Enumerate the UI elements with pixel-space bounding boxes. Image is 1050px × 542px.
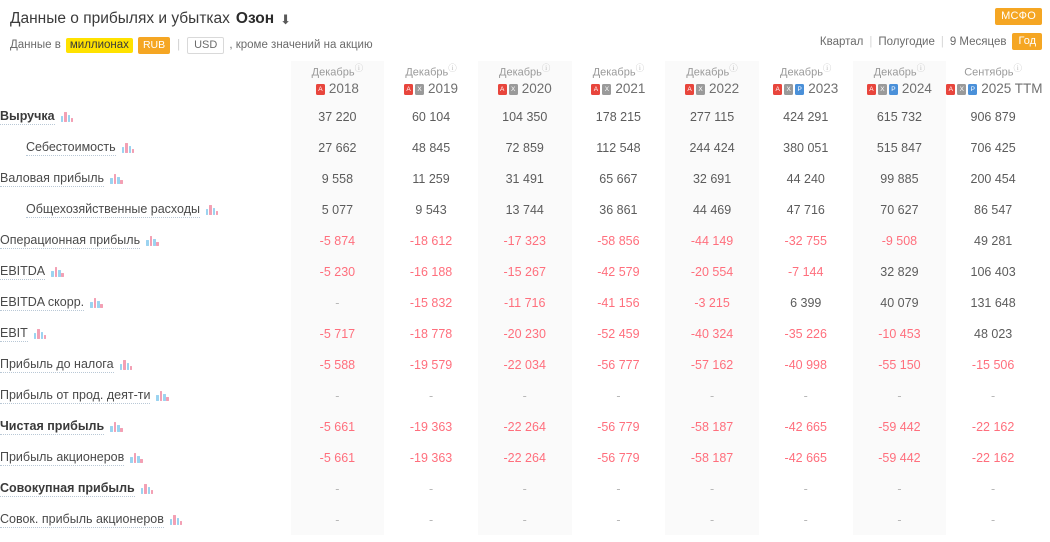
table-header-label-cell <box>0 61 291 101</box>
column-month-label: Декабрьⓘ <box>311 63 364 79</box>
table-cell: 6 399 <box>790 295 822 310</box>
table-cell: 31 491 <box>478 163 572 194</box>
table-cell: 44 240 <box>786 171 825 186</box>
table-cell: -20 554 <box>665 256 759 287</box>
table-cell: - <box>991 512 996 527</box>
table-row <box>0 473 1040 504</box>
column-month-label: Декабрьⓘ <box>780 63 832 79</box>
bar-chart-icon[interactable] <box>170 514 182 525</box>
table-cell: 131 648 <box>970 295 1016 310</box>
column-year-row <box>759 80 853 97</box>
bar-chart-icon[interactable] <box>110 421 122 432</box>
row-label-inner <box>0 357 132 373</box>
document-icons[interactable] <box>946 84 977 95</box>
table-cell: 706 425 <box>970 140 1016 155</box>
pdf-icon[interactable]: A <box>498 84 507 95</box>
column-year-label: 2025 TTM <box>981 81 1043 96</box>
row-label-inner <box>0 264 63 280</box>
column-year-label: 2018 <box>328 81 359 96</box>
table-cell: 178 215 <box>595 109 641 124</box>
table-cell: -19 579 <box>409 357 453 372</box>
document-icons[interactable] <box>591 84 611 95</box>
column-year-row <box>478 80 572 97</box>
table-cell: -5 661 <box>291 411 385 442</box>
row-label-text[interactable]: EBIT <box>0 325 28 340</box>
row-label-text[interactable]: EBITDA скорр. <box>0 294 85 309</box>
bar-chart-icon[interactable] <box>51 266 63 277</box>
row-label-text[interactable]: Валовая прибыль <box>0 170 105 185</box>
column-month-label: Декабрьⓘ <box>686 63 738 79</box>
column-year-label: 2024 <box>901 81 932 96</box>
document-icons[interactable] <box>685 84 705 95</box>
row-label-inner <box>0 295 102 311</box>
table-cell: 49 281 <box>974 233 1013 248</box>
bar-chart-icon[interactable] <box>120 359 132 370</box>
row-label-inner <box>0 481 153 497</box>
table-cell: -9 508 <box>853 225 947 256</box>
bar-chart-icon[interactable] <box>130 452 142 463</box>
excel-icon[interactable]: X <box>602 84 611 95</box>
table-cell: 5 077 <box>291 194 385 225</box>
table-cell: - <box>478 473 572 504</box>
table-cell: -10 453 <box>853 318 947 349</box>
row-label-inner <box>0 512 182 528</box>
table-cell: 47 716 <box>786 202 825 217</box>
pdf-icon[interactable]: A <box>946 84 955 95</box>
row-label-text[interactable]: Себестоимость <box>26 139 116 154</box>
table-cell: -40 324 <box>665 318 759 349</box>
pdf-icon[interactable]: A <box>404 84 413 95</box>
table-cell: -59 442 <box>853 411 947 442</box>
table-cell: -7 144 <box>788 264 824 279</box>
table-cell: 9 543 <box>415 202 447 217</box>
column-month-label: Декабрьⓘ <box>873 63 926 79</box>
table-cell: -41 156 <box>597 295 640 310</box>
table-cell: -19 363 <box>409 419 453 434</box>
period-half-year[interactable]: Полугодие <box>878 35 935 48</box>
table-cell: -56 779 <box>597 419 640 434</box>
table-cell: - <box>853 380 947 411</box>
row-label-cell[interactable] <box>0 504 291 535</box>
table-column-header-2025-ttm[interactable] <box>946 61 1043 101</box>
column-year-row <box>291 80 385 97</box>
bar-chart-icon[interactable] <box>34 328 46 339</box>
table-cell: - <box>291 504 385 535</box>
page-title: Данные о прибылях и убытках <box>10 10 230 27</box>
table-row <box>0 256 1040 287</box>
table-cell: 72 859 <box>478 132 572 163</box>
table-cell: -22 264 <box>478 442 572 473</box>
table-cell: 48 023 <box>974 326 1013 341</box>
table-row <box>0 380 1040 411</box>
table-cell: 13 744 <box>478 194 572 225</box>
row-label-text[interactable]: Операционная прибыль <box>0 232 141 247</box>
table-cell: 106 403 <box>970 264 1016 279</box>
table-cell: -15 267 <box>478 256 572 287</box>
bar-chart-icon[interactable] <box>90 297 102 308</box>
column-year-row <box>665 80 759 97</box>
table-cell: - <box>478 504 572 535</box>
table-cell: 906 879 <box>970 109 1016 124</box>
table-cell: -20 230 <box>478 318 572 349</box>
table-cell: -18 612 <box>409 233 453 248</box>
pdf-icon[interactable]: A <box>316 84 325 95</box>
column-month-label: Декабрьⓘ <box>405 63 457 79</box>
excel-icon[interactable]: X <box>957 84 966 95</box>
table-cell: -5 588 <box>291 349 385 380</box>
row-label-inner <box>0 450 142 466</box>
table-row <box>0 101 1040 132</box>
column-year-row <box>853 80 947 97</box>
table-cell: - <box>665 504 759 535</box>
table-cell: -40 998 <box>784 357 827 372</box>
table-cell: -18 778 <box>409 326 453 341</box>
table-cell: -16 188 <box>409 264 453 279</box>
info-icon[interactable]: ⓘ <box>635 63 645 74</box>
financial-table <box>0 61 1043 535</box>
row-label-inner <box>0 233 158 249</box>
table-row <box>0 132 1040 163</box>
page-header <box>0 0 1050 53</box>
row-label-cell[interactable] <box>0 163 291 194</box>
table-cell: 32 691 <box>665 163 759 194</box>
info-icon[interactable]: ⓘ <box>916 63 926 74</box>
table-cell: -59 442 <box>853 442 947 473</box>
pdf-icon[interactable]: A <box>685 84 694 95</box>
table-cell: 615 732 <box>853 101 947 132</box>
table-cell: - <box>428 388 434 403</box>
table-cell: 200 454 <box>970 171 1016 186</box>
row-label-text[interactable]: Прибыль акционеров <box>0 449 125 464</box>
table-cell: - <box>803 512 808 527</box>
table-cell: - <box>428 481 434 496</box>
period-nine-months[interactable]: 9 Месяцев <box>949 35 1007 48</box>
table-cell: -22 034 <box>478 349 572 380</box>
table-column-header-2024[interactable] <box>853 61 947 101</box>
powerpoint-icon[interactable]: P <box>795 84 804 95</box>
column-year-label: 2023 <box>808 81 839 96</box>
table-cell: 424 291 <box>783 109 829 124</box>
table-row <box>0 225 1040 256</box>
row-label-cell[interactable] <box>0 442 291 473</box>
download-icon[interactable]: ⬇ <box>280 11 292 27</box>
table-cell: - <box>478 380 572 411</box>
table-cell: - <box>291 287 385 318</box>
column-month-label: Декабрьⓘ <box>499 63 551 79</box>
table-cell: -35 226 <box>784 326 827 341</box>
column-month-label: Декабрьⓘ <box>592 63 645 79</box>
table-column-header-2023[interactable] <box>759 61 853 101</box>
row-label-text[interactable]: Совокупная прибыль <box>0 480 135 495</box>
table-cell: -52 459 <box>597 326 640 341</box>
table-cell: 104 350 <box>478 101 572 132</box>
table-row <box>0 504 1040 535</box>
table-column-header-2019[interactable] <box>384 61 478 101</box>
table-cell: - <box>665 473 759 504</box>
bar-chart-icon[interactable] <box>141 483 153 494</box>
table-row <box>0 194 1040 225</box>
row-label-inner <box>0 388 168 404</box>
table-header-row <box>0 61 1040 101</box>
document-icons[interactable] <box>404 84 424 95</box>
table-cell: -56 777 <box>597 357 640 372</box>
table-cell: - <box>616 388 621 403</box>
table-cell: 65 667 <box>599 171 638 186</box>
table-cell: -5 661 <box>291 442 385 473</box>
row-label-cell[interactable] <box>0 349 291 380</box>
bar-chart-icon[interactable] <box>110 173 122 184</box>
row-label-cell[interactable] <box>0 101 291 132</box>
excel-icon[interactable]: X <box>784 84 793 95</box>
bar-chart-icon[interactable] <box>156 390 168 401</box>
info-icon[interactable]: ⓘ <box>541 63 551 74</box>
info-icon[interactable]: ⓘ <box>822 63 832 74</box>
table-cell: 380 051 <box>783 140 829 155</box>
table-cell: -58 856 <box>597 233 640 248</box>
table-cell: -42 665 <box>784 450 827 465</box>
row-label-text[interactable]: Прибыль от прод. деят-ти <box>0 387 151 402</box>
row-label-cell[interactable] <box>0 256 291 287</box>
row-label-cell[interactable] <box>0 380 291 411</box>
table-cell: -55 150 <box>853 349 947 380</box>
column-year-row <box>384 80 478 97</box>
row-label-cell[interactable] <box>0 287 291 318</box>
table-cell: -57 162 <box>665 349 759 380</box>
row-label-text[interactable]: EBITDA <box>0 263 46 278</box>
table-cell: 32 829 <box>853 256 947 287</box>
table-column-header-2021[interactable] <box>572 61 666 101</box>
table-cell: -17 323 <box>478 225 572 256</box>
table-column-header-2020[interactable] <box>478 61 572 101</box>
table-cell: 48 845 <box>411 140 451 155</box>
period-separator-2: | <box>940 35 944 48</box>
table-cell: -58 187 <box>665 411 759 442</box>
column-year-row <box>572 80 666 97</box>
row-label-cell[interactable] <box>0 132 291 163</box>
table-row <box>0 411 1040 442</box>
company-ticker: Озон <box>235 10 275 27</box>
column-month-label: Сентябрьⓘ <box>964 63 1023 79</box>
info-icon[interactable]: ⓘ <box>1013 63 1023 74</box>
column-year-row <box>946 80 1043 97</box>
row-label-cell[interactable] <box>0 225 291 256</box>
row-label-inner <box>0 109 73 125</box>
table-cell: 244 424 <box>665 132 759 163</box>
table-cell: -22 264 <box>478 411 572 442</box>
table-cell: -11 716 <box>478 287 572 318</box>
title-row <box>10 8 1040 30</box>
row-label-inner <box>0 326 46 342</box>
excel-icon[interactable]: X <box>415 84 424 95</box>
period-quarter[interactable]: Квартал <box>819 35 864 48</box>
column-year-label: 2022 <box>709 81 740 96</box>
table-head <box>0 61 1043 101</box>
info-icon[interactable]: ⓘ <box>448 63 457 74</box>
table-cell: - <box>803 481 808 496</box>
row-label-cell[interactable] <box>0 411 291 442</box>
table-cell: - <box>616 481 621 496</box>
table-cell: 44 469 <box>665 194 759 225</box>
table-row <box>0 287 1040 318</box>
table-cell: -22 162 <box>971 419 1015 434</box>
info-icon[interactable]: ⓘ <box>354 63 364 74</box>
table-cell: -42 665 <box>784 419 827 434</box>
bar-chart-icon[interactable] <box>146 235 158 246</box>
row-label-text[interactable]: Выручка <box>0 108 55 123</box>
powerpoint-icon[interactable]: P <box>968 84 977 95</box>
excel-icon[interactable]: X <box>696 84 705 95</box>
units-suffix-label: , кроме значений на акцию <box>229 39 373 51</box>
document-icons[interactable] <box>498 84 518 95</box>
table-cell: 86 547 <box>974 202 1013 217</box>
pdf-icon[interactable]: A <box>591 84 600 95</box>
table-cell: - <box>291 380 385 411</box>
table-cell: 99 885 <box>853 163 947 194</box>
table-cell: - <box>665 380 759 411</box>
table-cell: 36 861 <box>599 202 638 217</box>
column-year-label: 2021 <box>615 81 646 96</box>
table-cell: - <box>291 473 385 504</box>
pdf-icon[interactable]: A <box>773 84 782 95</box>
table-cell: 515 847 <box>853 132 947 163</box>
table-cell: 60 104 <box>411 109 451 124</box>
table-column-header-2022[interactable] <box>665 61 759 101</box>
table-cell: 112 548 <box>596 140 641 155</box>
table-cell: - <box>991 388 996 403</box>
period-separator-1: | <box>869 35 873 48</box>
period-selector <box>820 33 1042 50</box>
table-cell: -19 363 <box>409 450 453 465</box>
table-row <box>0 318 1040 349</box>
excel-icon[interactable]: X <box>878 84 887 95</box>
row-label-cell[interactable] <box>0 194 291 225</box>
table-cell: - <box>803 388 808 403</box>
pdf-icon[interactable]: A <box>867 84 876 95</box>
table-cell: 37 220 <box>291 101 385 132</box>
row-label-cell[interactable] <box>0 318 291 349</box>
units-prefix-label: Данные в <box>10 39 61 51</box>
table-cell: 277 115 <box>665 101 759 132</box>
table-body <box>0 101 1040 535</box>
table-cell: -58 187 <box>665 442 759 473</box>
row-label-text[interactable]: Общехозяйственные расходы <box>26 201 200 216</box>
financial-table-wrapper <box>0 61 1050 535</box>
table-cell: -56 779 <box>597 450 640 465</box>
table-cell: -32 755 <box>784 233 827 248</box>
table-column-header-2018[interactable] <box>291 61 385 101</box>
row-label-text[interactable]: Чистая прибыль <box>0 418 105 433</box>
period-year[interactable]: Год <box>1012 33 1042 50</box>
row-label-inner <box>0 171 122 187</box>
bar-chart-icon[interactable] <box>122 142 134 153</box>
table-cell: -3 215 <box>665 287 759 318</box>
table-row <box>0 349 1040 380</box>
table-cell: -5 717 <box>291 318 385 349</box>
bar-chart-icon[interactable] <box>206 204 218 215</box>
table-cell: -44 149 <box>665 225 759 256</box>
row-label-cell[interactable] <box>0 473 291 504</box>
table-cell: 40 079 <box>853 287 947 318</box>
table-cell: - <box>853 504 947 535</box>
row-label-text[interactable]: Совок. прибыль акционеров <box>0 511 164 526</box>
table-cell: 11 259 <box>412 171 450 186</box>
row-label-inner <box>26 202 218 218</box>
table-cell: -42 579 <box>597 264 640 279</box>
row-label-inner <box>0 419 122 435</box>
ifrs-badge[interactable]: МСФО <box>995 8 1042 25</box>
table-row <box>0 442 1040 473</box>
row-label-inner <box>26 140 134 156</box>
powerpoint-icon[interactable]: P <box>889 84 898 95</box>
column-year-label: 2020 <box>521 81 552 96</box>
document-icons[interactable] <box>773 84 804 95</box>
table-cell: - <box>853 473 947 504</box>
table-cell: -5 874 <box>291 225 385 256</box>
table-cell: -22 162 <box>971 450 1015 465</box>
currency-rub-button[interactable]: RUB <box>138 37 170 54</box>
excel-icon[interactable]: X <box>509 84 518 95</box>
table-cell: 27 662 <box>291 132 385 163</box>
units-separator: | <box>177 39 181 51</box>
table-cell: 9 558 <box>291 163 385 194</box>
table-cell: - <box>616 512 621 527</box>
document-icons[interactable] <box>316 84 325 95</box>
table-cell: 70 627 <box>853 194 947 225</box>
document-icons[interactable] <box>867 84 898 95</box>
column-year-label: 2019 <box>428 81 459 96</box>
info-icon[interactable]: ⓘ <box>729 63 738 74</box>
table-cell: -5 230 <box>291 256 385 287</box>
table-cell: - <box>991 481 996 496</box>
table-cell: -15 832 <box>409 295 453 310</box>
table-cell: - <box>428 512 434 527</box>
table-cell: -15 506 <box>971 357 1015 372</box>
table-row <box>0 163 1040 194</box>
bar-chart-icon[interactable] <box>61 111 73 122</box>
row-label-text[interactable]: Прибыль до налога <box>0 356 114 371</box>
currency-usd-button[interactable]: USD <box>187 37 224 54</box>
units-millions-highlight[interactable]: миллионах <box>66 38 133 53</box>
